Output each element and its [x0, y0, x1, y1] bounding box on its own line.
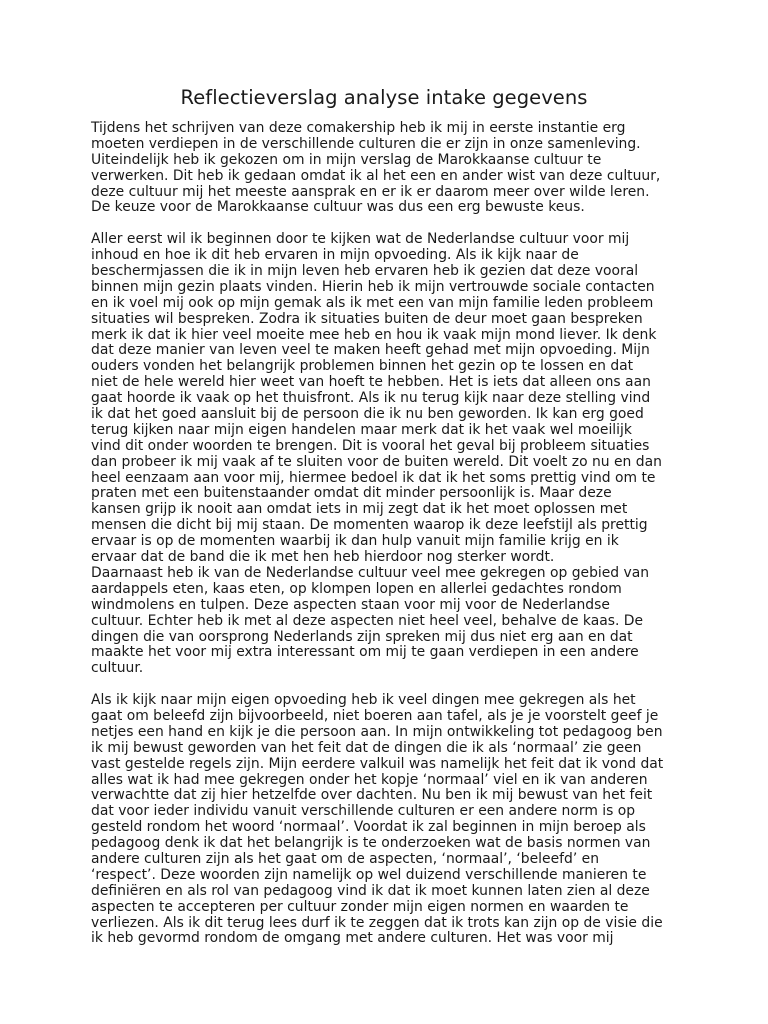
- text-line: vast gestelde regels zijn. Mijn eerdere valkuil was namelijk het feit dat ik vond dat: [91, 755, 664, 772]
- text-line: aspecten te accepteren per cultuur zonder mijn eigen normen en waarden te: [91, 898, 629, 915]
- text-line: praten met een buitenstaander omdat dit minder persoonlijk is. Maar deze: [91, 485, 612, 502]
- text-line: cultuur. Echter heb ik met al deze aspecten niet heel veel, behalve de kaas. De: [91, 612, 644, 629]
- text-line: gesteld rondom het woord ‘normaal’. Voordat ik zal beginnen in mijn beroep als: [91, 819, 646, 836]
- text-line: definiëren en als rol van pedagoog vind ik dat ik moet kunnen laten zien al deze: [91, 882, 650, 899]
- text-line: mensen die dicht bij mij staan. De momenten waarop ik deze leefstijl als prettig: [91, 517, 648, 534]
- text-line: netjes een hand en kijk je die persoon aan. In mijn ontwikkeling tot pedagoog ben: [91, 723, 663, 740]
- text-line: dat deze manier van leven veel te maken heeft gehad met mijn opvoeding. Mijn: [91, 342, 650, 359]
- paragraph: [91, 693, 691, 947]
- text-line: ik mij bewust geworden van het feit dat de dingen die ik als ‘normaal’ zie geen: [91, 739, 642, 756]
- text-line: alles wat ik had mee gekregen onder het kopje ‘normaal’ viel en ik van anderen: [91, 771, 648, 788]
- text-line: gaat om beleefd zijn bijvoorbeeld, niet boeren aan tafel, als je je voorstelt geef je: [91, 707, 659, 724]
- text-line: Uiteindelijk heb ik gekozen om in mijn verslag de Marokkaanse cultuur te: [91, 151, 602, 168]
- text-line: kansen grijp ik nooit aan omdat iets in mij zegt dat ik het moet oplossen met: [91, 501, 628, 518]
- paragraph: [91, 566, 691, 677]
- text-line: andere culturen zijn als het gaat om de aspecten, ‘normaal’, ‘beleefd’ en: [91, 850, 599, 867]
- text-line: beschermjassen die ik in mijn leven heb ervaren heb ik gezien dat deze vooral: [91, 263, 639, 280]
- text-line: De keuze voor de Marokkaanse cultuur was dus een erg bewuste keus.: [91, 199, 585, 216]
- text-line: niet de hele wereld hier weet van hoeft te hebben. Het is iets dat alleen ons aan: [91, 374, 651, 391]
- text-line: en ik voel mij ook op mijn gemak als ik met een van mijn familie leden probleem: [91, 294, 654, 311]
- text-line: inhoud en hoe ik dit heb ervaren in mijn opvoeding. Als ik kijk naar de: [91, 247, 579, 264]
- text-line: vind dit onder woorden te brengen. Dit is vooral het geval bij probleem situaties: [91, 437, 650, 454]
- text-line: verliezen. Als ik dit terug lees durf ik te zeggen dat ik trots kan zijn op de visie die: [91, 914, 663, 931]
- text-line: heel eenzaam aan voor mij, hiermee bedoel ik dat ik het soms prettig vind om te: [91, 469, 656, 486]
- text-line: deze cultuur mij het meeste aansprak en er ik er daarom meer over wilde leren.: [91, 183, 650, 200]
- text-line: binnen mijn gezin plaats vinden. Hierin heb ik mijn vertrouwde sociale contacten: [91, 278, 655, 295]
- paragraph: [91, 232, 691, 566]
- text-line: cultuur.: [91, 660, 144, 677]
- text-line: Daarnaast heb ik van de Nederlandse cultuur veel mee gekregen op gebied van: [91, 564, 650, 581]
- text-line: ervaar is op de momenten waarbij ik dan hulp vanuit mijn familie krijg en ik: [91, 533, 619, 550]
- text-line: verwachtte dat zij hier hetzelfde over dachten. Nu ben ik mij bewust van het feit: [91, 787, 653, 804]
- text-line: Tijdens het schrijven van deze comakership heb ik mij in eerste instantie erg: [91, 120, 626, 136]
- text-line: pedagoog denk ik dat het belangrijk is te onderzoeken wat de basis normen van: [91, 835, 651, 852]
- text-line: ik heb gevormd rondom de omgang met andere culturen. Het was voor mij: [91, 930, 614, 947]
- text-line: maakte het voor mij extra interessant om mij te gaan verdiepen in een andere: [91, 644, 639, 661]
- text-line: dingen die van oorsprong Nederlands zijn spreken mij dus niet erg aan en dat: [91, 628, 633, 645]
- text-line: situaties wil bespreken. Zodra ik situaties buiten de deur moet gaan bespreken: [91, 310, 643, 327]
- text-line: ‘respect’. Deze woorden zijn namelijk op wel duizend verschillende manieren te: [91, 866, 647, 883]
- text-line: ervaar dat de band die ik met hen heb hierdoor nog sterker wordt.: [91, 549, 555, 566]
- text-line: gaat hoorde ik vaak op het thuisfront. Als ik nu terug kijk naar deze stelling vind: [91, 390, 651, 407]
- text-line: terug kijken naar mijn eigen handelen maar merk dat ik het vaak wel moeilijk: [91, 421, 632, 438]
- text-line: merk ik dat ik hier veel moeite mee heb en hou ik vaak mijn mond liever. Ik denk: [91, 326, 657, 343]
- text-line: windmolens en tulpen. Deze aspecten staan voor mij voor de Nederlandse: [91, 596, 610, 613]
- text-line: Aller eerst wil ik beginnen door te kijken wat de Nederlandse cultuur voor mij: [91, 231, 630, 248]
- document-body: [91, 121, 691, 947]
- text-line: aardappels eten, kaas eten, op klompen lopen en allerlei gedachtes rondom: [91, 580, 622, 597]
- paragraph: [91, 121, 691, 216]
- text-line: moeten verdiepen in de verschillende culturen die er zijn in onze samenleving.: [91, 135, 641, 152]
- text-line: verwerken. Dit heb ik gedaan omdat ik al het een en ander wist van deze cultuur,: [91, 167, 661, 184]
- text-line: ik dat het goed aansluit bij de persoon die ik nu ben geworden. Ik kan erg goed: [91, 406, 644, 423]
- text-line: dan probeer ik mij vaak af te sluiten voor de buiten wereld. Dit voelt zo nu en dan: [91, 453, 662, 470]
- document-title: Reflectieverslag analyse intake gegevens: [180, 86, 588, 109]
- text-line: dat voor ieder individu vanuit verschillende culturen er een andere norm is op: [91, 803, 636, 820]
- text-line: Als ik kijk naar mijn eigen opvoeding heb ik veel dingen mee gekregen als het: [91, 692, 636, 709]
- text-line: ouders vonden het belangrijk problemen binnen het gezin op te lossen en dat: [91, 358, 634, 375]
